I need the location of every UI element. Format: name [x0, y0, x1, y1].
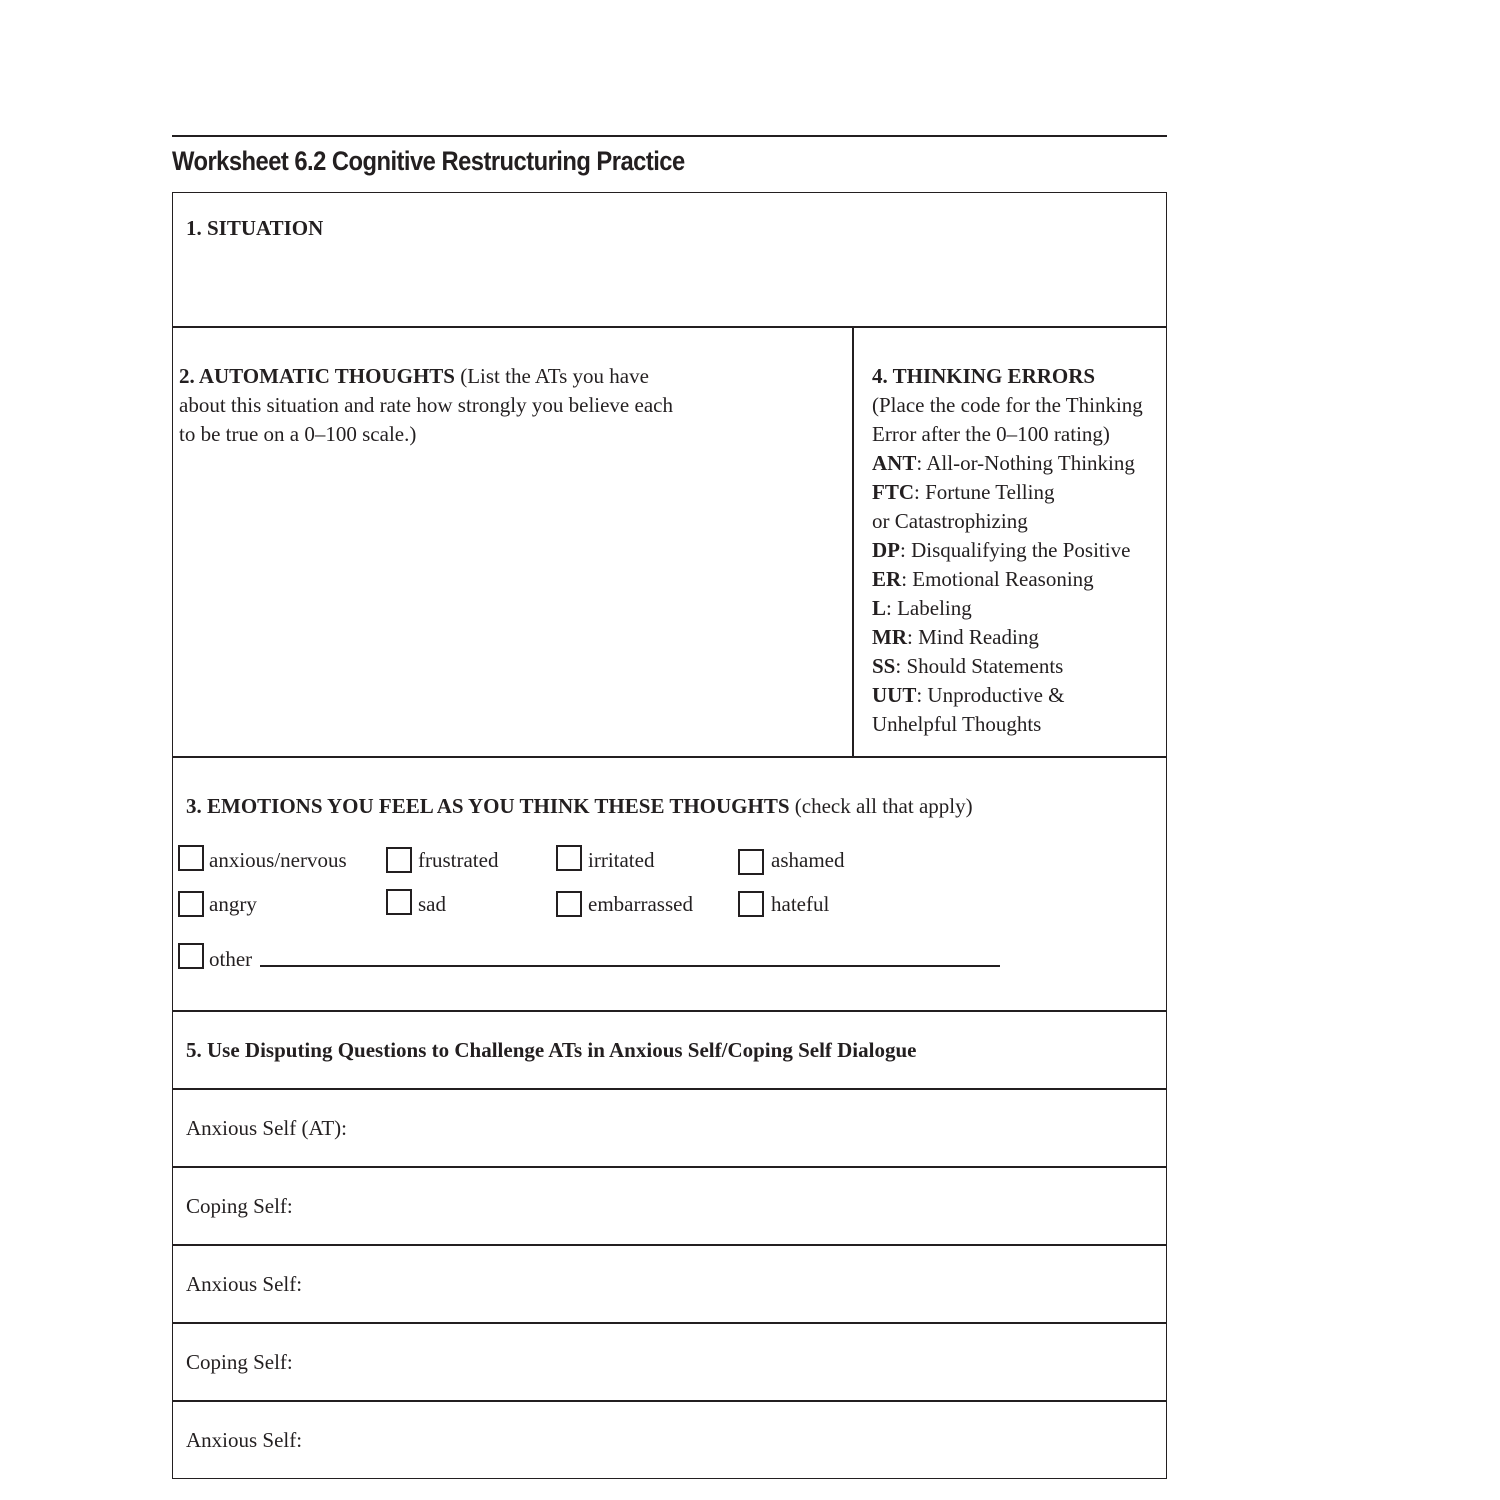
thinking-error-l: [872, 594, 1143, 623]
divider-emotions: [172, 1010, 1167, 1012]
checkbox-anxious-nervous[interactable]: [178, 845, 204, 871]
emotion-label: angry: [209, 892, 257, 916]
top-rule: [172, 135, 1167, 137]
desc: or Catastrophizing: [872, 509, 1028, 533]
emotion-label: anxious/nervous: [209, 848, 347, 872]
thinking-error-er: [872, 565, 1143, 594]
emotion-label: ashamed: [771, 848, 845, 872]
desc: : Should Statements: [895, 654, 1064, 678]
desc: Unhelpful Thoughts: [872, 712, 1042, 736]
thinking-error-uut: [872, 681, 1143, 710]
coping-self-input-1[interactable]: [310, 1170, 1165, 1242]
code: UUT: [872, 683, 917, 707]
thinking-error-ss: [872, 652, 1143, 681]
thinking-errors-label: 4. THINKING ERRORS: [872, 364, 1096, 388]
code: L: [872, 596, 887, 620]
divider-dialogue-row-4: [172, 1400, 1167, 1402]
desc: : Unproductive &: [916, 683, 1065, 707]
emotion-label: other: [209, 947, 253, 971]
emotions-note: (check all that apply): [794, 794, 973, 818]
code: MR: [872, 625, 907, 649]
checkbox-embarrassed[interactable]: [556, 891, 582, 917]
divider-dialogue-row-3: [172, 1322, 1167, 1324]
anxious-self-at-input[interactable]: [360, 1092, 1165, 1164]
code: FTC: [872, 480, 914, 504]
thinking-error-dp: [872, 536, 1143, 565]
thinking-error-ant: [872, 449, 1143, 478]
thinking-error-ftc: [872, 478, 1143, 507]
coping-self-input-2[interactable]: [310, 1326, 1165, 1398]
thinking-error-mr: [872, 623, 1143, 652]
emotion-label: sad: [418, 892, 446, 916]
thinking-error-uut-cont: [872, 710, 1143, 739]
checkbox-other[interactable]: [178, 943, 204, 969]
situation-response-area[interactable]: [174, 250, 1165, 324]
emotions-heading: [186, 792, 973, 821]
thinking-errors-instruction-1: (Place the code for the Thinking: [872, 393, 1143, 417]
other-emotion-input[interactable]: [260, 965, 1000, 967]
automatic-thoughts-instructions: [179, 362, 673, 449]
code: DP: [872, 538, 900, 562]
code: SS: [872, 654, 896, 678]
emotion-label: frustrated: [418, 848, 499, 872]
thinking-error-ftc-cont: [872, 507, 1143, 536]
checkbox-hateful[interactable]: [738, 891, 764, 917]
emotion-label: hateful: [771, 892, 830, 916]
divider-dialogue-row-2: [172, 1244, 1167, 1246]
code: ER: [872, 567, 902, 591]
dialogue-row-label: Anxious Self:: [186, 1272, 303, 1296]
dialogue-row-label: Anxious Self (AT):: [186, 1116, 347, 1140]
automatic-thoughts-response-area[interactable]: [174, 455, 850, 754]
desc: : All-or-Nothing Thinking: [916, 451, 1135, 475]
dialogue-row-label: Coping Self:: [186, 1350, 293, 1374]
dialogue-row-label: Anxious Self:: [186, 1428, 303, 1452]
code: ANT: [872, 451, 917, 475]
checkbox-irritated[interactable]: [556, 845, 582, 871]
automatic-thoughts-line-1: (List the ATs you have: [460, 364, 649, 388]
thinking-errors-instruction-2: Error after the 0–100 rating): [872, 422, 1110, 446]
anxious-self-input-3[interactable]: [310, 1404, 1165, 1476]
thinking-errors-block: [872, 362, 1143, 739]
situation-label: 1. SITUATION: [186, 216, 324, 240]
desc: : Labeling: [886, 596, 972, 620]
checkbox-sad[interactable]: [386, 889, 412, 915]
emotion-label: embarrassed: [588, 892, 693, 916]
emotions-label: 3. EMOTIONS YOU FEEL AS YOU THINK THESE THOUGHTS: [186, 794, 790, 818]
divider-dialogue-row-1: [172, 1166, 1167, 1168]
checkbox-ashamed[interactable]: [738, 849, 764, 875]
divider-dialogue-header: [172, 1088, 1167, 1090]
divider-situation: [172, 326, 1167, 328]
desc: : Emotional Reasoning: [901, 567, 1094, 591]
divider-thoughts: [172, 756, 1167, 758]
automatic-thoughts-line-3: to be true on a 0–100 scale.): [179, 422, 417, 446]
dialogue-row-label: Coping Self:: [186, 1194, 293, 1218]
desc: : Mind Reading: [907, 625, 1039, 649]
automatic-thoughts-label: 2. AUTOMATIC THOUGHTS: [179, 364, 455, 388]
emotion-label: irritated: [588, 848, 655, 872]
anxious-self-input-2[interactable]: [310, 1248, 1165, 1320]
automatic-thoughts-line-2: about this situation and rate how strongly you believe each: [179, 393, 673, 417]
checkbox-angry[interactable]: [178, 891, 204, 917]
worksheet-title: Worksheet 6.2 Cognitive Restructuring Practice: [172, 146, 685, 176]
desc: : Fortune Telling: [914, 480, 1055, 504]
divider-thinking-errors: [852, 326, 854, 757]
desc: : Disqualifying the Positive: [900, 538, 1131, 562]
checkbox-frustrated[interactable]: [386, 847, 412, 873]
dialogue-label: 5. Use Disputing Questions to Challenge ATs in Anxious Self/Coping Self Dialogue: [186, 1038, 917, 1062]
